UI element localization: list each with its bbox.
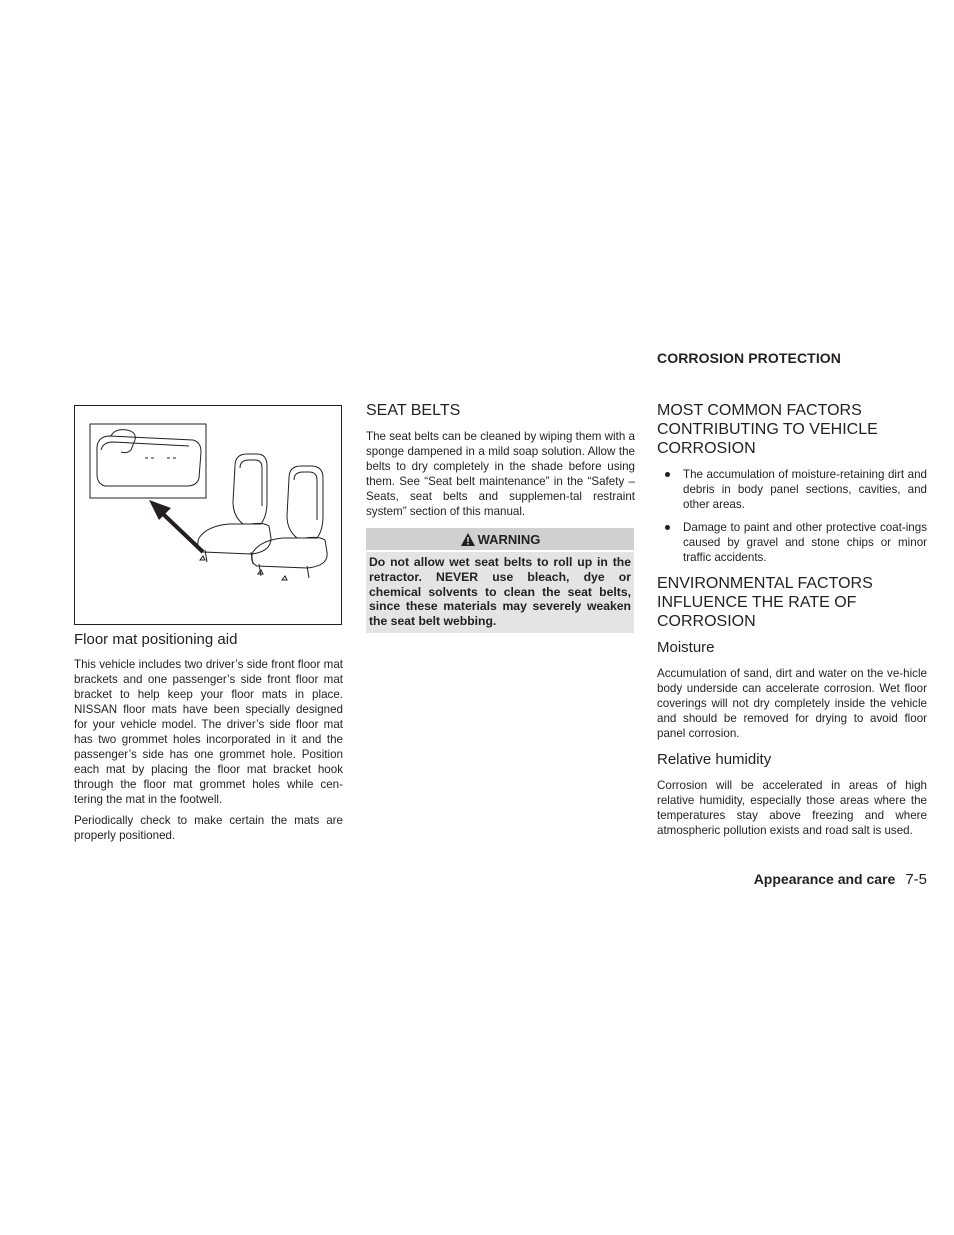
environmental-factors-heading: ENVIRONMENTAL FACTORS INFLUENCE THE RATE OF CORROSION <box>657 575 873 630</box>
seat-belts-heading: SEAT BELTS <box>366 402 461 419</box>
moisture-paragraph: Accumulation of sand, dirt and water on the ve-hicle body underside can accelerate corrosion. Wet floor coverings will not dry completely inside the vehicle and should be removed for drying to avoid floor panel corrosion. <box>657 667 927 740</box>
warning-label: WARNING <box>477 531 541 547</box>
bullet-icon <box>665 472 670 477</box>
bullet-icon <box>665 525 670 530</box>
list-item: The accumulation of moisture-retaining dirt and debris in body panel sections, cavities, and other areas. <box>657 467 927 512</box>
floor-mat-paragraph-1: This vehicle includes two driver’s side front floor mat brackets and one passenger’s side front floor mat bracket to help keep your floor mats in place. NISSAN floor mats have been specially designed for your vehicle model. The driver’s side floor mat has two grommet holes incorporated in it and the passenger’s side has one grommet hole. Position each mat by placing the floor mat bracket hook through the floor mat grommet holes while cen-tering the mat in the footwell. <box>74 658 343 806</box>
corrosion-protection-title: CORROSION PROTECTION <box>657 350 842 366</box>
moisture-heading: Moisture <box>657 639 715 656</box>
footer-section-name: Appearance and care <box>753 871 896 887</box>
page-number: 7-5 <box>905 871 927 888</box>
warning-text: Do not allow wet seat belts to roll up in the retractor. NEVER use bleach, dye or chemical solvents to clean the seat belts, since these materials may severely weaken the seat belt webbing. <box>366 552 634 633</box>
common-factors-heading: MOST COMMON FACTORS CONTRIBUTING TO VEHICLE CORROSION <box>657 402 878 457</box>
warning-triangle-icon <box>460 532 476 547</box>
floor-mat-illustration <box>74 405 342 625</box>
page-footer <box>600 871 927 888</box>
relative-humidity-paragraph: Corrosion will be accelerated in areas of high relative humidity, especially those areas where the temperatures stay above freezing and where atmospheric pollution exists and road salt is used. <box>657 779 927 837</box>
floor-mat-heading: Floor mat positioning aid <box>74 631 238 648</box>
warning-header <box>366 528 634 550</box>
warning-box <box>366 528 634 633</box>
seat-belts-paragraph: The seat belts can be cleaned by wiping them with a sponge dampened in a mild soap solution. Allow the belts to dry completely in the shade before using them. See “Seat belt maintenance” in the “Safety – Seats, seat belts and supplemen-tal restraint system” section of this manual. <box>366 430 635 518</box>
floor-mat-paragraph-2: Periodically check to make certain the mats are properly positioned. <box>74 814 343 842</box>
seat-floor-mat-drawing <box>75 406 341 624</box>
common-factors-list <box>657 467 927 573</box>
relative-humidity-heading: Relative humidity <box>657 751 772 768</box>
list-item: Damage to paint and other protective coat-ings caused by gravel and stone chips or minor traffic accidents. <box>657 520 927 565</box>
